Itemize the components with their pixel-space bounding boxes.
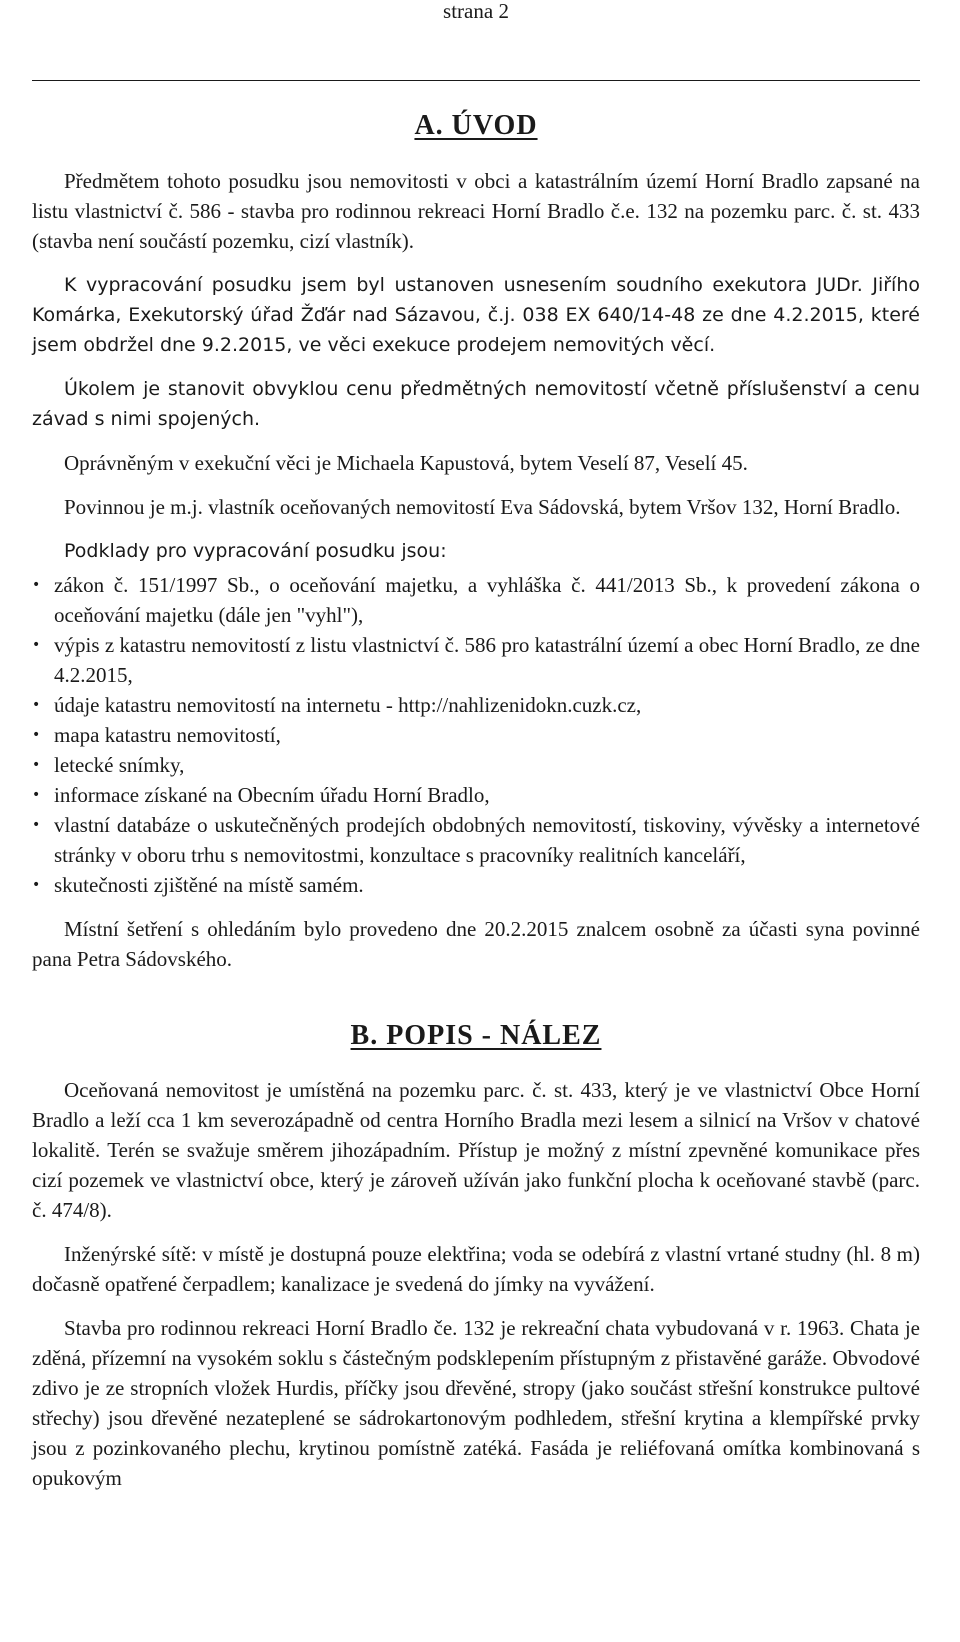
section-a-body <box>32 166 920 988</box>
paragraph: K vypracování posudku jsem byl ustanoven usnesením soudního exekutora JUDr. Jiřího Komárka, Exekutorský úřad Žďár nad Sázavou, č.j. 038 EX 640/14-48 ze dne 4.2.2015, které jsem obdržel dne 9.2.2015, ve věci exekuce prodejem nemovitých věcí. <box>32 274 920 356</box>
list-item: • zákon č. 151/1997 Sb., o oceňování majetku, a vyhláška č. 441/2013 Sb., k provedení zákona o oceňování majetku (dále jen "vyhl"), <box>32 573 920 627</box>
list-item: • výpis z katastru nemovitostí z listu vlastnictví č. 586 pro katastrální území a obec Horní Bradlo, ze dne 4.2.2015, <box>32 633 920 687</box>
section-b-title: B. POPIS - NÁLEZ <box>350 1020 602 1051</box>
paragraph: Oceňovaná nemovitost je umístěná na pozemku parc. č. st. 433, který je ve vlastnictví Obce Horní Bradlo a leží cca 1 km severozápadně od centra Horního Bradla mezi lesem a silnicí na Vršov v chatové lokalitě. Terén se svažuje směrem jihozápadním. Přístup je možný z místní zpevněné komunikace přes cizí pozemek ve vlastnictví obce, který je zároveň užíván jako funkční plocha k oceňované stavbě (parc. č. 474/8). <box>32 1078 920 1222</box>
paragraph: Úkolem je stanovit obvyklou cenu předmětných nemovitostí včetně příslušenství a cenu závad s nimi spojených. <box>32 378 920 430</box>
list-item: • mapa katastru nemovitostí, <box>32 723 281 747</box>
list-item: • údaje katastru nemovitostí na internetu - http://nahlizenidokn.cuzk.cz, <box>32 693 642 717</box>
page-number: strana 2 <box>443 0 509 23</box>
paragraph: Inženýrské sítě: v místě je dostupná pouze elektřina; voda se odebírá z vlastní vrtané studny (hl. 8 m) dočasně opatřené čerpadlem; kanalizace je svedená do jímky na vyvážení. <box>32 1242 920 1296</box>
section-a-title: A. ÚVOD <box>414 110 538 141</box>
list-item: • letecké snímky, <box>32 753 185 777</box>
paragraph: Oprávněným v exekuční věci je Michaela Kapustová, bytem Veselí 87, Veselí 45. <box>64 451 748 475</box>
section-b-body <box>32 1075 920 1507</box>
paragraph: Povinnou je m.j. vlastník oceňovaných nemovitostí Eva Sádovská, bytem Vršov 132, Horní Bradlo. <box>64 495 901 519</box>
docs-heading: Podklady pro vypracování posudku jsou: <box>64 540 447 562</box>
paragraph: Místní šetření s ohledáním bylo provedeno dne 20.2.2015 znalcem osobně za účasti syna povinné pana Petra Sádovského. <box>32 917 920 971</box>
list-item: • informace získané na Obecním úřadu Horní Bradlo, <box>32 783 490 807</box>
list-item: • vlastní databáze o uskutečněných prodejích obdobných nemovitostí, tiskoviny, vývěsky a internetové stránky v oboru trhu s nemovitostmi, konzultace s pracovníky realitních kanceláří, <box>32 813 920 867</box>
paragraph: Stavba pro rodinnou rekreaci Horní Bradlo če. 132 je rekreační chata vybudovaná v r. 1963. Chata je zděná, přízemní na vysokém soklu s částečným podsklepením přístupným z přistavěné garáže. Obvodové zdivo je ze stropních vložek Hurdis, příčky jsou dřevěné, stropy (jako součást střešní konstrukce pultové střechy) jsou dřevěné nezateplené se sádrokartonovým podhledem, střešní krytina a klempířské prvky jsou z pozinkovaného plechu, krytinou pomístně zatéká. Fasáda je reliéfovaná omítka kombinovaná s opukovým <box>32 1316 920 1490</box>
docs-list <box>32 570 920 900</box>
list-item: • skutečnosti zjištěné na místě samém. <box>32 873 364 897</box>
header-rule <box>32 80 920 81</box>
paragraph: Předmětem tohoto posudku jsou nemovitosti v obci a katastrálním území Horní Bradlo zapsané na listu vlastnictví č. 586 - stavba pro rodinnou rekreaci Horní Bradlo č.e. 132 na pozemku parc. č. st. 433 (stavba není součástí pozemku, cizí vlastník). <box>32 169 920 253</box>
